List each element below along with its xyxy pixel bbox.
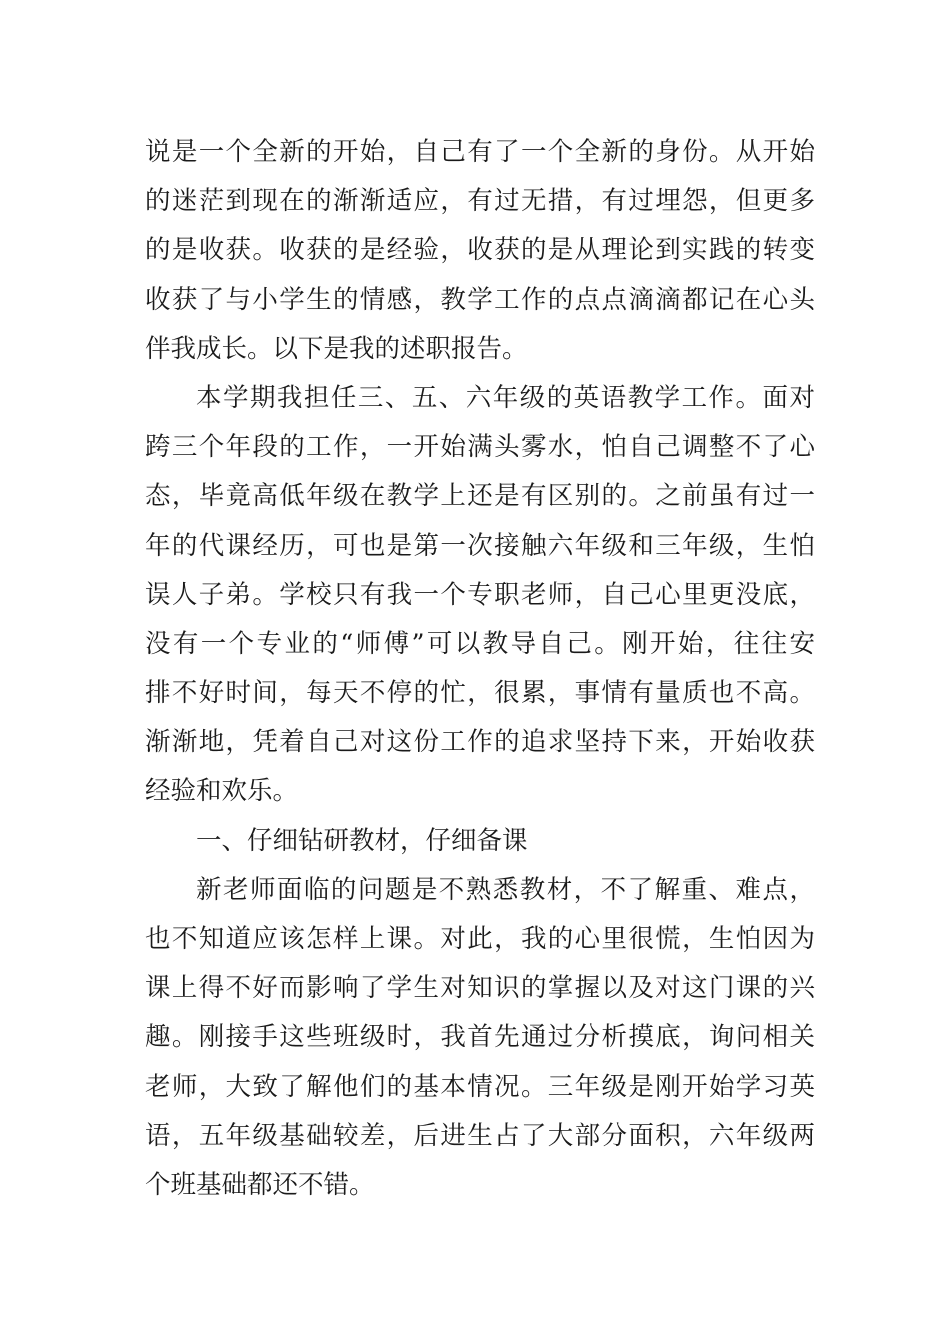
text-line: 的迷茫到现在的渐渐适应，有过无措，有过埋怨，但更多 [145, 186, 815, 217]
text-line: 没有一个专业的“师傅”可以教导自己。刚开始，往往安 [145, 628, 815, 659]
paragraph-preparation [145, 866, 815, 1210]
text-line: 新老师面临的问题是不熟悉教材，不了解重、难点， [196, 874, 815, 905]
text-line: 误人子弟。学校只有我一个专职老师，自己心里更没底， [145, 579, 815, 610]
text-line: 年的代课经历，可也是第一次接触六年级和三年级，生怕 [145, 530, 815, 561]
section-heading [145, 817, 815, 866]
text-line: 课上得不好而影响了学生对知识的掌握以及对这门课的兴 [145, 973, 815, 1004]
paragraph-assignment [145, 374, 815, 817]
text-line: 个班基础都还不错。 [145, 1169, 375, 1200]
paragraph-intro [145, 128, 815, 374]
text-line: 态，毕竟高低年级在教学上还是有区别的。之前虽有过一 [145, 481, 815, 512]
text-line: 老师，大致了解他们的基本情况。三年级是刚开始学习英 [145, 1071, 815, 1102]
text-line: 渐渐地，凭着自己对这份工作的追求坚持下来，开始收获 [145, 727, 815, 758]
text-line: 本学期我担任三、五、六年级的英语教学工作。面对 [196, 382, 815, 413]
text-line: 跨三个年段的工作，一开始满头雾水，怕自己调整不了心 [145, 432, 815, 463]
text-line: 趣。刚接手这些班级时，我首先通过分析摸底，询问相关 [145, 1022, 815, 1053]
text-line: 排不好时间，每天不停的忙，很累，事情有量质也不高。 [145, 678, 815, 709]
text-line: 也不知道应该怎样上课。对此，我的心里很慌，生怕因为 [145, 924, 815, 954]
text-line: 说是一个全新的开始，自己有了一个全新的身份。从开始 [145, 137, 815, 167]
text-line: 语，五年级基础较差，后进生占了大部分面积，六年级两 [145, 1120, 815, 1151]
heading-line: 一、仔细钻研教材，仔细备课 [196, 825, 528, 856]
text-line: 经验和欢乐。 [145, 776, 299, 807]
text-line: 收获了与小学生的情感，教学工作的点点滴滴都记在心头 [145, 284, 815, 315]
text-line: 伴我成长。以下是我的述职报告。 [145, 333, 528, 364]
text-line: 的是收获。收获的是经验，收获的是从理论到实践的转变 [145, 235, 815, 266]
document-body [145, 128, 815, 1210]
